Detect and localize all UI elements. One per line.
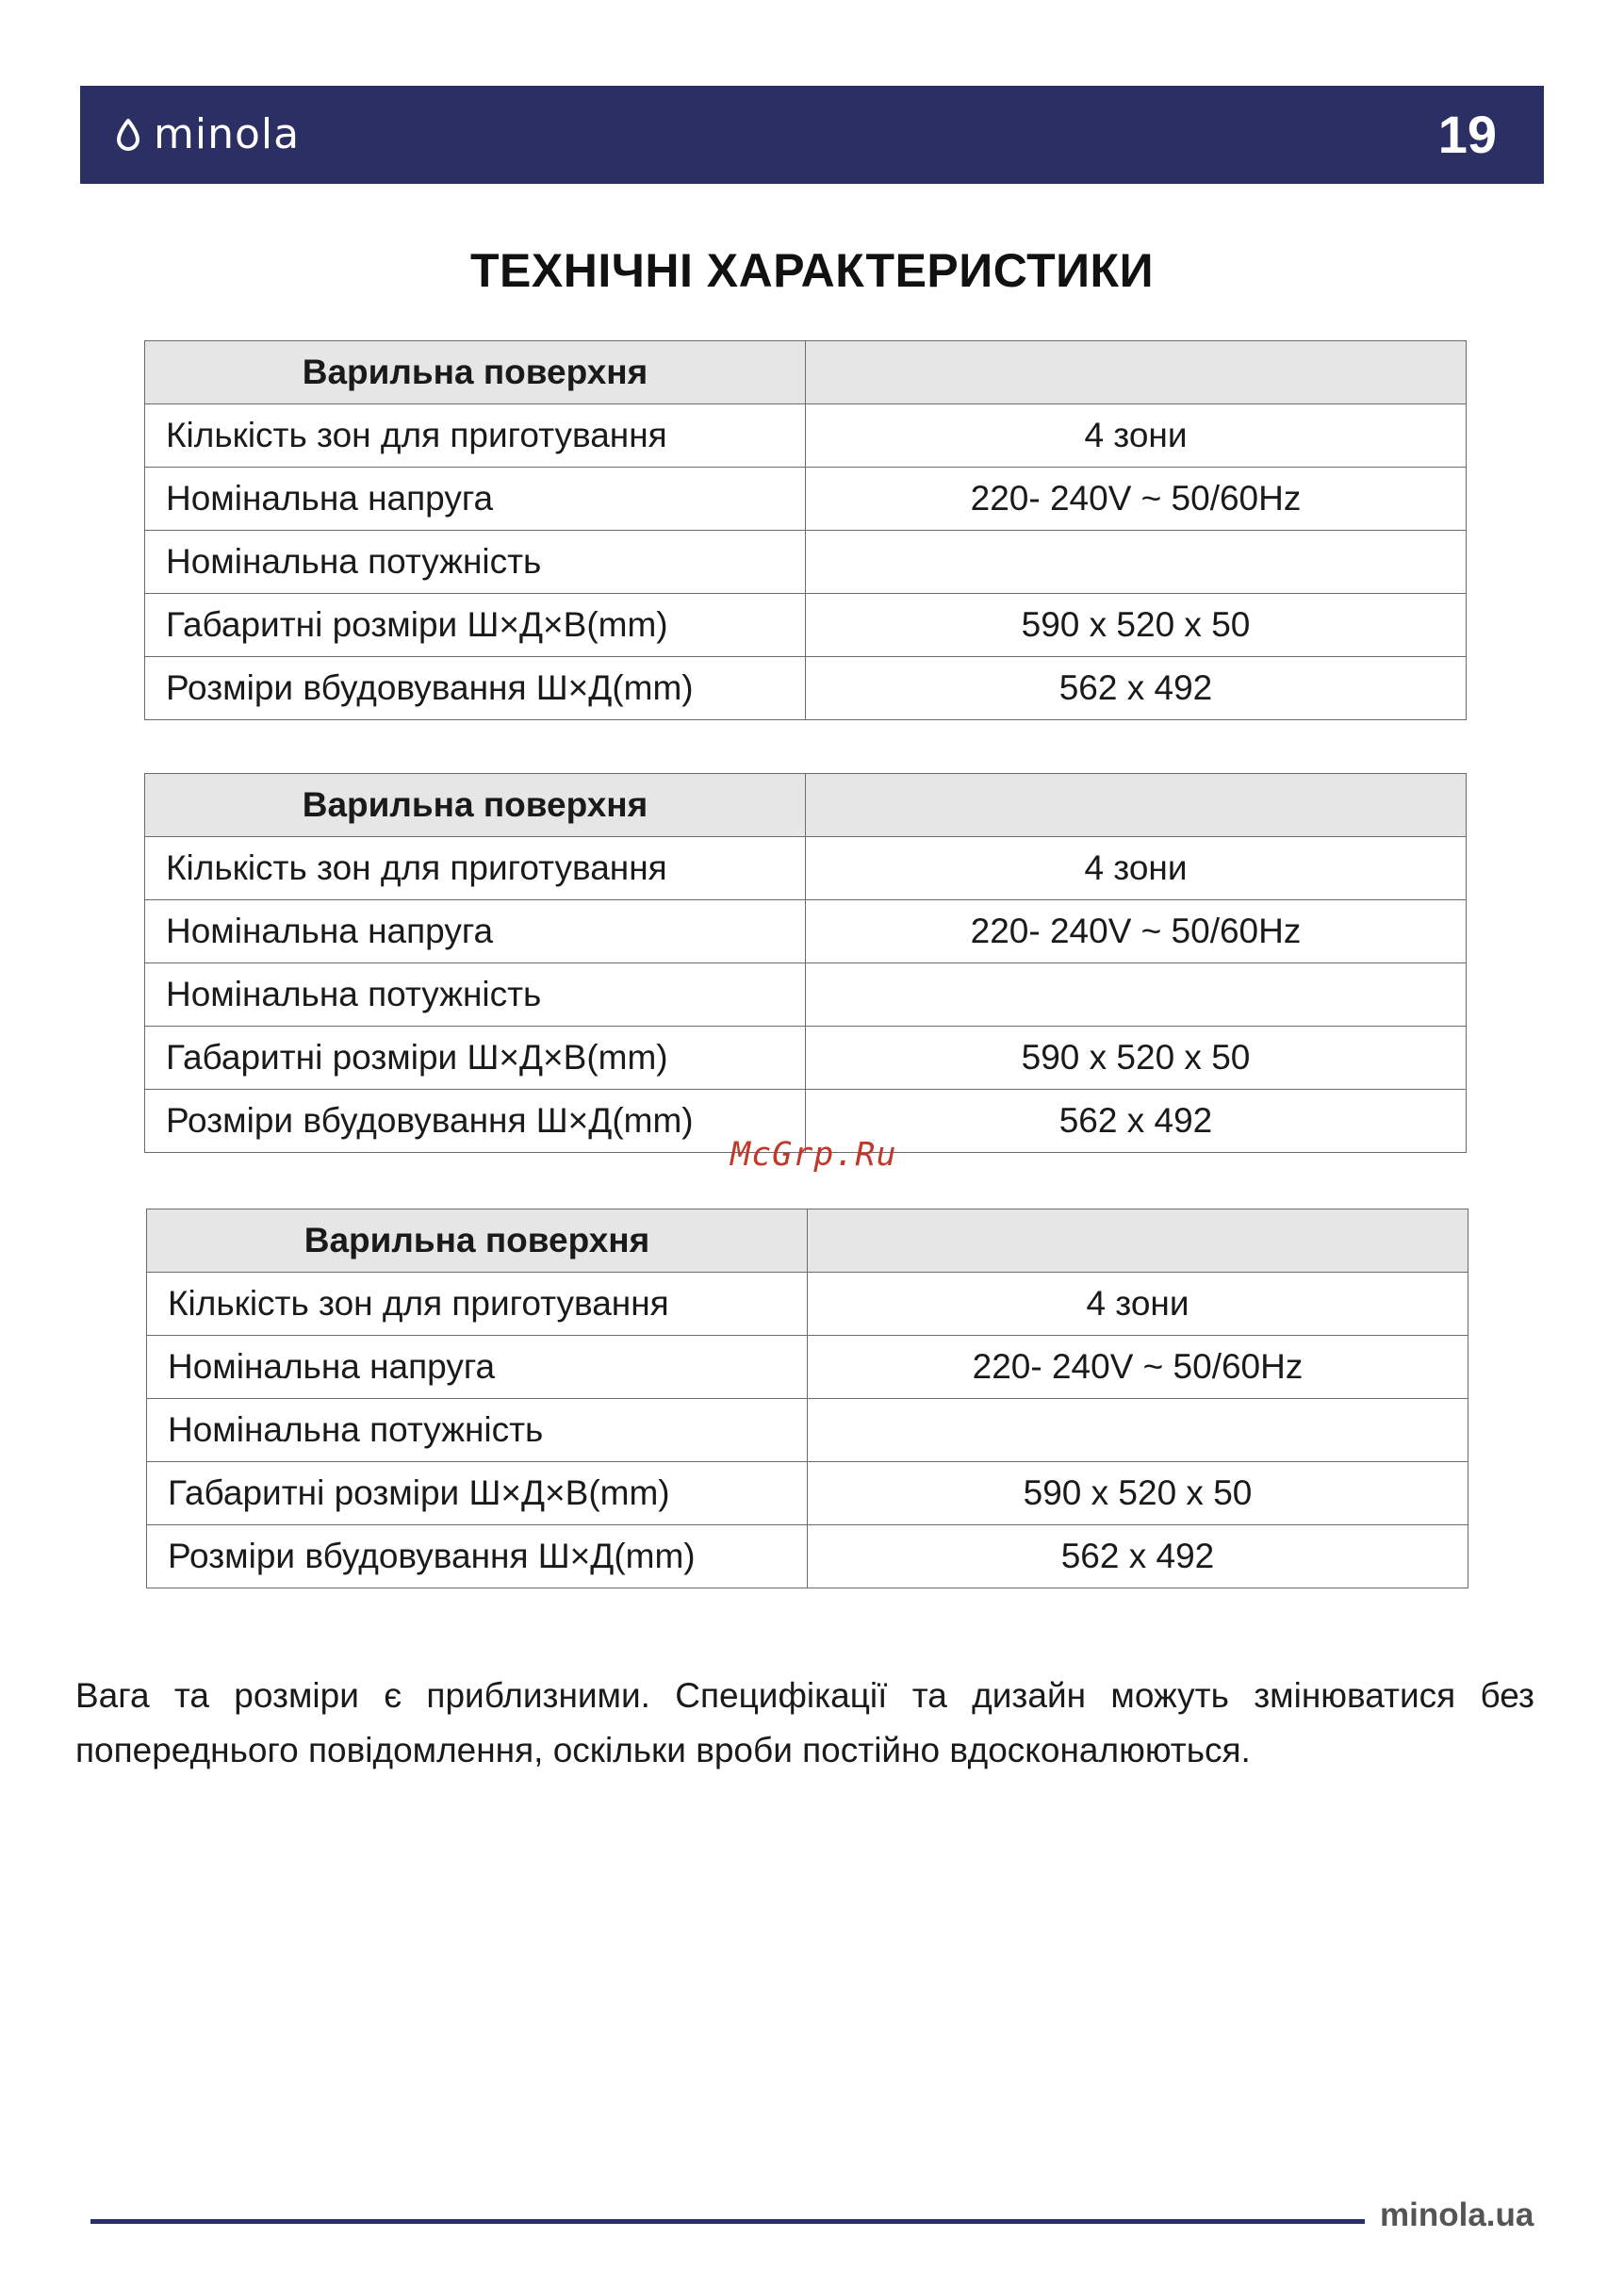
footer-website: minola.ua — [1380, 2197, 1534, 2233]
row-value: 4 зони — [806, 837, 1467, 900]
brand-name: minola — [154, 110, 301, 158]
table-header-row — [145, 774, 1467, 837]
row-value — [806, 963, 1467, 1027]
spec-table-3 — [146, 1209, 1468, 1588]
row-label: Габаритні розміри Ш×Д×В(mm) — [145, 594, 806, 657]
row-label: Розміри вбудовування Ш×Д(mm) — [145, 1090, 806, 1153]
spec-table-2 — [144, 773, 1467, 1153]
table-row — [145, 1027, 1467, 1090]
row-label: Номінальна потужність — [147, 1399, 808, 1462]
spec-table-1 — [144, 340, 1467, 720]
row-value: 4 зони — [808, 1273, 1468, 1336]
row-label: Габаритні розміри Ш×Д×В(mm) — [145, 1027, 806, 1090]
row-value: 562 x 492 — [808, 1525, 1468, 1588]
brand-logo — [116, 110, 301, 158]
table-header-label: Варильна поверхня — [145, 774, 806, 837]
row-label: Номінальна потужність — [145, 531, 806, 594]
table-header-row — [147, 1209, 1468, 1273]
row-label: Номінальна напруга — [145, 900, 806, 963]
table-row — [145, 594, 1467, 657]
table-row — [147, 1273, 1468, 1336]
row-label: Розміри вбудовування Ш×Д(mm) — [147, 1525, 808, 1588]
table-row — [145, 900, 1467, 963]
page-header — [80, 86, 1544, 184]
row-label: Номінальна напруга — [145, 468, 806, 531]
row-value: 562 x 492 — [806, 657, 1467, 720]
disclaimer-note: Вага та розміри є приблизними. Специфікації та дизайн можуть змінюватися без попереднього повідомлення, оскільки вроби постійно вдосконалюються. — [75, 1676, 1534, 1769]
table-header-value — [806, 341, 1467, 404]
table-row — [145, 657, 1467, 720]
table-header-value — [808, 1209, 1468, 1273]
table-header-label: Варильна поверхня — [147, 1209, 808, 1273]
row-value — [808, 1399, 1468, 1462]
page-title: ТЕХНІЧНІ ХАРАКТЕРИСТИКИ — [469, 244, 1155, 297]
footer-divider — [90, 2219, 1365, 2224]
row-value: 590 x 520 x 50 — [808, 1462, 1468, 1525]
row-label: Розміри вбудовування Ш×Д(mm) — [145, 657, 806, 720]
table-row — [147, 1525, 1468, 1588]
table-row — [145, 837, 1467, 900]
table-header-row — [145, 341, 1467, 404]
table-row — [145, 963, 1467, 1027]
table-row — [147, 1462, 1468, 1525]
page-number: 19 — [1437, 105, 1497, 164]
table-row — [145, 531, 1467, 594]
row-value: 590 x 520 x 50 — [806, 1027, 1467, 1090]
row-value: 220- 240V ~ 50/60Hz — [808, 1336, 1468, 1399]
row-value: 562 x 492 — [806, 1090, 1467, 1153]
drop-icon — [116, 119, 140, 151]
table-header-value — [806, 774, 1467, 837]
table-row — [147, 1336, 1468, 1399]
row-value — [806, 531, 1467, 594]
row-label: Номінальна потужність — [145, 963, 806, 1027]
table-row — [147, 1399, 1468, 1462]
row-value: 220- 240V ~ 50/60Hz — [806, 468, 1467, 531]
row-value: 4 зони — [806, 404, 1467, 468]
watermark: McGrp.Ru — [730, 1136, 897, 1174]
row-value: 220- 240V ~ 50/60Hz — [806, 900, 1467, 963]
row-label: Номінальна напруга — [147, 1336, 808, 1399]
row-label: Габаритні розміри Ш×Д×В(mm) — [147, 1462, 808, 1525]
table-row — [145, 468, 1467, 531]
row-value: 590 x 520 x 50 — [806, 594, 1467, 657]
table-header-label: Варильна поверхня — [145, 341, 806, 404]
row-label: Кількість зон для приготування — [147, 1273, 808, 1336]
row-label: Кількість зон для приготування — [145, 837, 806, 900]
row-label: Кількість зон для приготування — [145, 404, 806, 468]
table-row — [145, 404, 1467, 468]
